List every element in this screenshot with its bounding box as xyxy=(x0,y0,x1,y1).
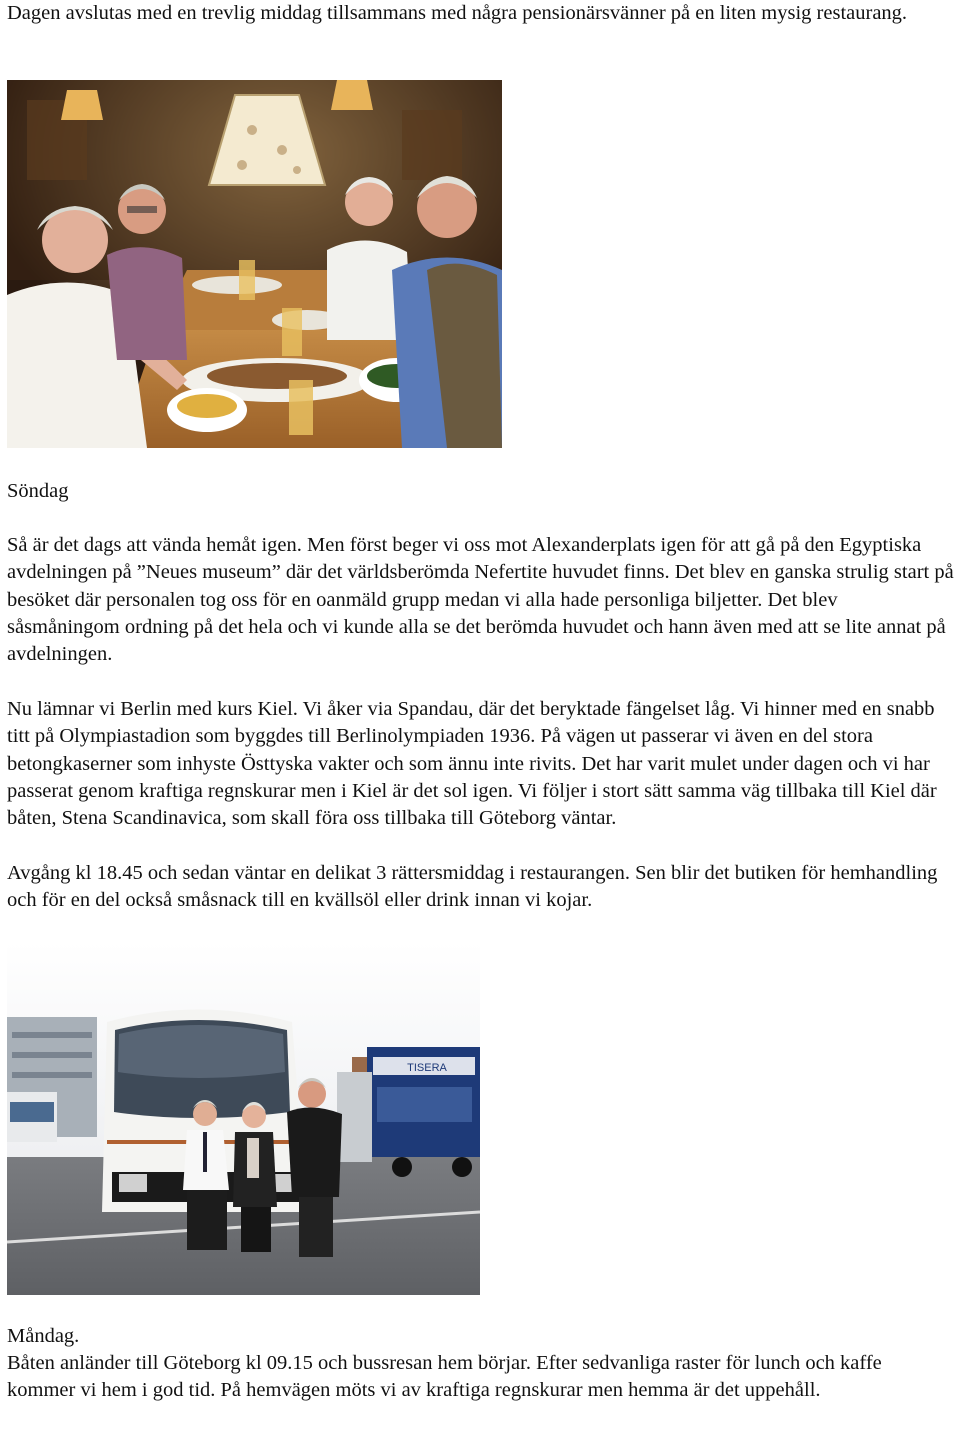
intro-paragraph: Dagen avslutas med en trevlig middag tillsammans med några pensionärsvänner på en liten mysig restaurang. xyxy=(7,2,908,24)
monday-paragraph: Båten anländer till Göteborg kl 09.15 och bussresan hem börjar. Efter sedvanliga raster för lunch och kaffe kommer vi hem i god tid. På hemvägen möts vi av kraftiga regnskurar men hemma är det uppehåll. xyxy=(7,1352,882,1402)
bus-group-photo xyxy=(7,942,480,1295)
sunday-paragraph-3: Avgång kl 18.45 och sedan väntar en delikat 3 rättersmiddag i restaurangen. Sen blir det butiken för hemhandling och för en del också småsnack till en kvällsöl eller drink innan vi kojar. xyxy=(7,862,938,912)
restaurant-dinner-photo xyxy=(7,80,502,448)
sunday-paragraph-2: Nu lämnar vi Berlin med kurs Kiel. Vi åker via Spandau, där det beryktade fängelset låg. Vi hinner med en snabb titt på Olympiastadion som byggdes till Berlinolympiaden 1936. På vägen ut passerar vi även en del stora betongkaserner som inhyste Östtyska vakter och som ännu inte rivits. Det har varit mulet under dagen och vi har passerat genom kraftiga regnskurar men i Kiel är det sol igen. Vi följer i stort sätt samma väg tillbaka till Kiel där båten, Stena Scandinavica, som skall föra oss tillbaka till Göteborg väntar. xyxy=(7,698,937,830)
sunday-paragraph-1: Så är det dags att vända hemåt igen. Men först beger vi oss mot Alexanderplats igen för att gå på den Egyptiska avdelningen på ”Neues museum” där det världsberömda Nefertite huvudet finns. Det blev en ganska strulig start på besöket där personalen tog oss för en oanmäld grupp medan vi alla hade personliga biljetter. Det blev såsmåningom ordning på det hela och vi kunde alla se det berömda huvudet och hann även med att se lite annat på avdelningen. xyxy=(7,534,954,666)
monday-heading: Måndag. xyxy=(7,1325,80,1347)
sunday-heading: Söndag xyxy=(7,480,69,502)
truck-sign-text: TISERA xyxy=(407,1062,447,1074)
